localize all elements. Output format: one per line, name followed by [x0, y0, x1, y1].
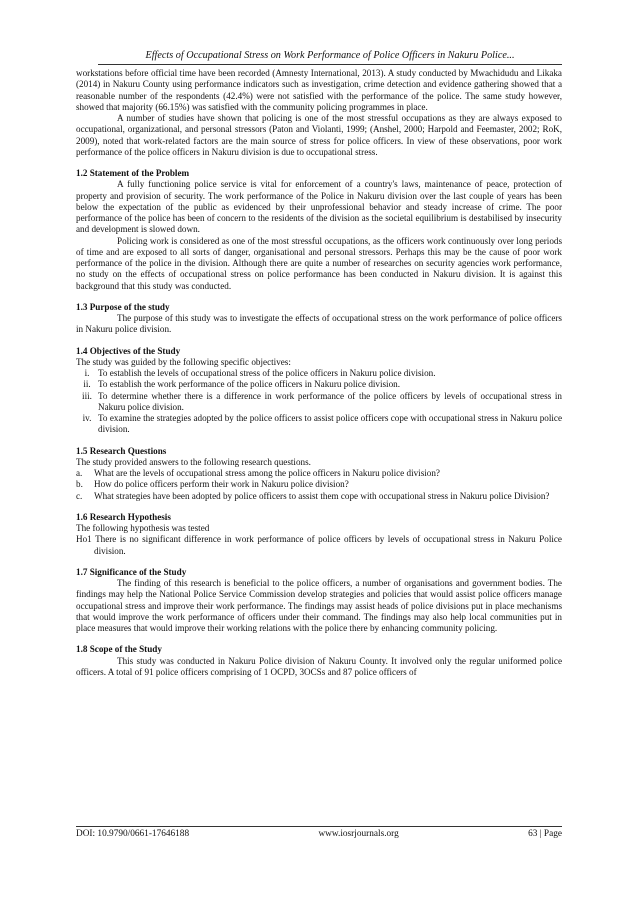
section-heading-purpose: 1.3 Purpose of the study	[76, 301, 170, 312]
question-text: What strategies have been adopted by police officers to assist them cope with occupational stress in Nakuru police Division?	[94, 490, 550, 501]
intro-paragraph-1: workstations before official time have been recorded (Amnesty International, 2013). A study conducted by Mwachidudu and Likaka (2014) in Nakuru County using performance indicators such as investigation, crime detection and evidence gathering showed that a reasonable number of the respondents (42.4%) were not satisfied with the performance of the police. The same study however, showed that majority (66.15%) was satisfied with the community policing programmes in place.	[76, 68, 562, 112]
objective-number: iv.	[82, 413, 92, 423]
section-heading-significance: 1.7 Significance of the Study	[76, 566, 187, 577]
objective-item	[76, 391, 562, 414]
page-footer	[76, 826, 562, 839]
objectives-lead: The study was guided by the following specific objectives:	[76, 356, 291, 367]
hypothesis-lead: The following hypothesis was tested	[76, 523, 210, 533]
question-text: How do police officers perform their work in Nakuru police division?	[94, 479, 349, 490]
hypothesis-h01: Ho1 There is no significant difference in work performance of police officers by levels of occupational stress in Nakuru Police division.	[76, 534, 562, 556]
question-item	[76, 491, 562, 502]
objective-number: iii.	[82, 390, 92, 401]
significance-paragraph: The finding of this research is beneficial to the police officers, a number of organisations and government bodies. The findings may help the National Police Service Commission develop strategies and policies that would assist police officers manage occupational stress and improve their work performance. The findings may assist heads of police divisions put in place mechanisms that would improve the work performance of officers under their command. The findings may also help local communities put in place measures that would improve their working relations with the police there by enhancing community policing.	[76, 578, 562, 633]
objective-item	[76, 379, 562, 390]
problem-paragraph-2: Policing work is considered as one of the most stressful occupations, as the officers work continuously over long periods of time and are exposed to all sorts of danger, organisational and personal stressors. Perhaps this may be the cause of poor work performance of the police in the division. Although there are quite a number of researches on security agencies work performance, no study on the effects of occupational stress on police performance has been conducted in Nakuru division. It is against this background that this study was conducted.	[76, 235, 562, 291]
section-heading-scope: 1.8 Scope of the Study	[76, 644, 162, 655]
questions-lead: The study provided answers to the following research questions.	[76, 456, 311, 467]
objective-number: i.	[84, 368, 90, 378]
objective-text: To establish the work performance of the police officers in Nakuru police division.	[98, 379, 401, 390]
objective-text: To establish the levels of occupational stress of the police officers in Nakuru police division.	[98, 368, 436, 378]
question-letter: c.	[76, 490, 83, 501]
objective-text: To determine whether there is a difference in work performance of the police officers by levels of occupational stress in Nakuru police division.	[98, 390, 562, 412]
scope-paragraph: This study was conducted in Nakuru Police division of Nakuru County. It involved only the regular uniformed police officers. A total of 91 police officers comprising of 1 OCPD, 3OCSs and 87 police officers of	[76, 655, 562, 677]
problem-paragraph-1: A fully functioning police service is vital for enforcement of a country's laws, maintenance of peace, protection of property and provision of security. The work performance of the Police in Nakuru division over the last couple of years has been below the expectation of the public as evidenced by their unprofessional behavior and steady increase of crime. The poor performance of the police has been of concern to the residents of the division as the societal equilibrium is destabilised by insecurity and development is slowed down.	[76, 179, 562, 235]
footer-page-number: 63 | Page	[528, 829, 562, 839]
objective-item	[76, 368, 562, 379]
intro-paragraph-2: A number of studies have shown that policing is one of the most stressful occupations as they are always exposed to occupational, organizational, and personal stressors (Paton and Violanti, 1999; (Anshel, 2000; Harpold and Feemaster, 2002; RoK, 2009), noted that work-related factors are the main source of stress for police officers. In view of these observations, poor work performance of the police officers in Nakuru division is due to occupational stress.	[76, 113, 562, 157]
question-letter: b.	[76, 479, 83, 490]
question-item	[76, 479, 562, 490]
body-text	[76, 68, 562, 678]
footer-website: www.iosrjournals.org	[318, 829, 399, 839]
footer-doi: DOI: 10.9790/0661-17646188	[76, 829, 190, 839]
section-heading-problem-statement: 1.2 Statement of the Problem	[76, 168, 190, 178]
purpose-paragraph: The purpose of this study was to investigate the effects of occupational stress on the work performance of police officers in Nakuru police division.	[76, 313, 562, 335]
section-heading-hypothesis: 1.6 Research Hypothesis	[76, 511, 171, 522]
running-header: Effects of Occupational Stress on Work Performance of Police Officers in Nakuru Police...	[98, 50, 562, 65]
objective-number: ii.	[83, 379, 91, 390]
section-heading-objectives: 1.4 Objectives of the Study	[76, 345, 181, 356]
objective-text: To examine the strategies adopted by the police officers to assist police officers cope with occupational stress in Nakuru police division.	[98, 413, 562, 435]
journal-page	[76, 50, 562, 678]
question-item	[76, 468, 562, 479]
question-letter: a.	[76, 468, 83, 478]
section-heading-research-questions: 1.5 Research Questions	[76, 445, 167, 456]
objective-item	[76, 413, 562, 436]
question-text: What are the levels of occupational stress among the police officers in Nakuru police division?	[94, 468, 440, 478]
